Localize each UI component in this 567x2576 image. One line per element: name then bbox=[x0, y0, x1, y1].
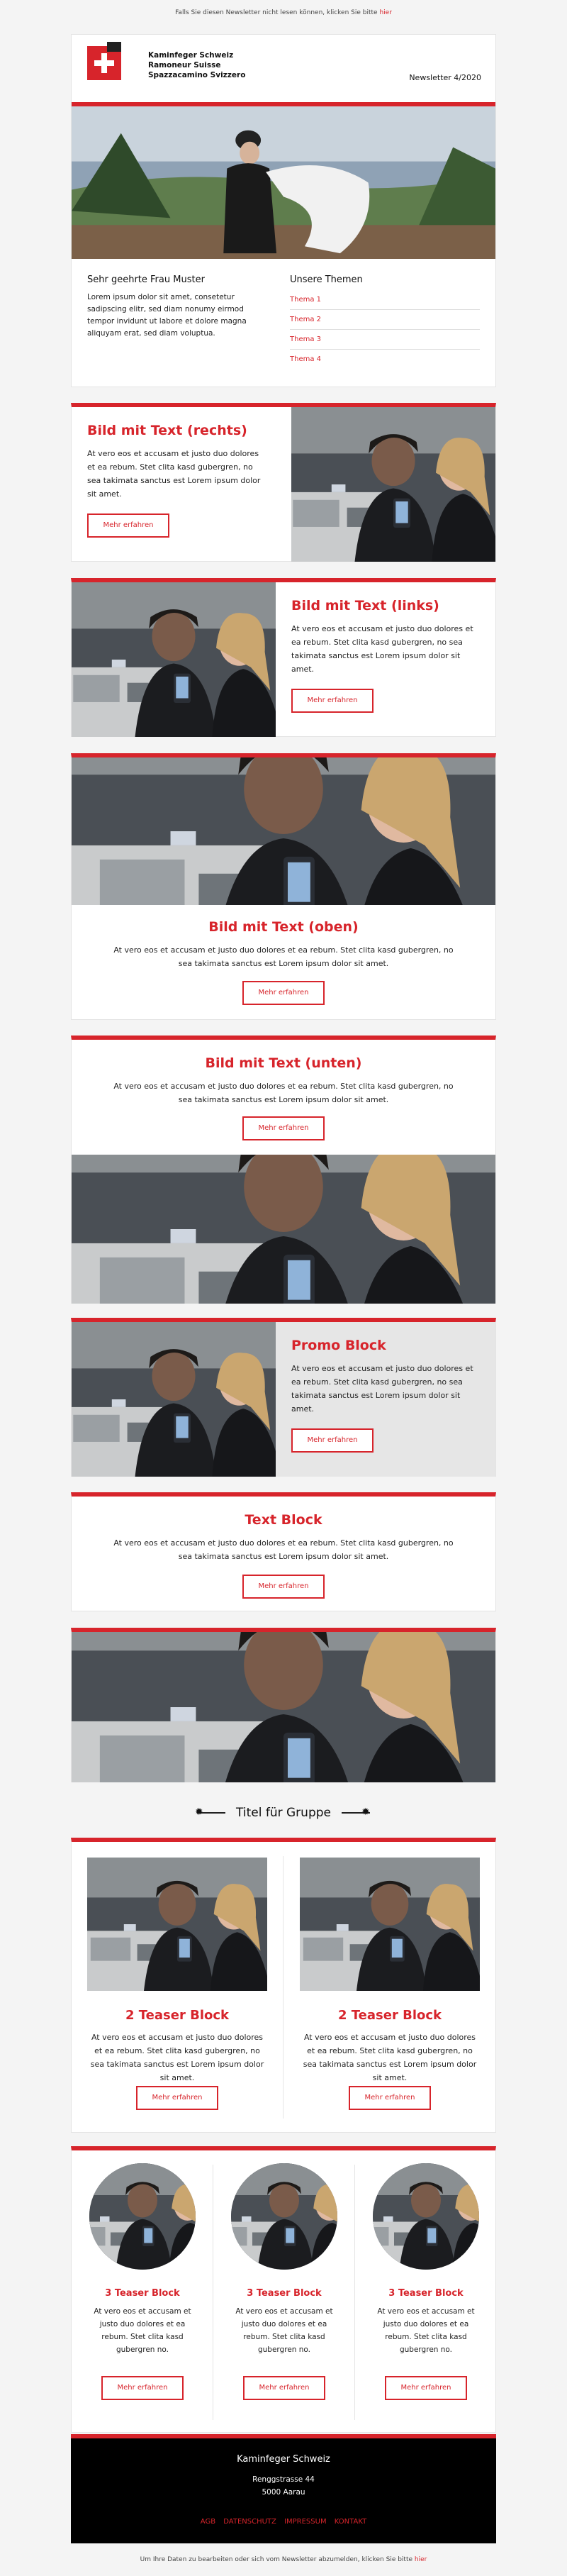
preheader bbox=[0, 9, 567, 16]
block-image bbox=[72, 1322, 276, 1477]
teaser-title: 3 Teaser Block bbox=[388, 2288, 464, 2299]
block-body: At vero eos et accusam et justo duo dolores et ea rebum. Stet clita kasd gubergren, no sea takimata sanctus est Lorem ipsum dolor sit amet. bbox=[291, 1364, 473, 1414]
block-title: Bild mit Text (links) bbox=[291, 598, 439, 614]
intro-greeting: Sehr geehrte Frau Muster bbox=[87, 274, 205, 285]
unsubscribe-link[interactable]: hier bbox=[414, 2556, 427, 2563]
footer-city: 5000 Aarau bbox=[262, 2488, 305, 2497]
block-body: At vero eos et accusam et justo duo dolores et ea rebum. Stet clita kasd gubergren, no sea takimata sanctus est Lorem ipsum dolor sit amet. bbox=[291, 624, 473, 674]
more-button[interactable]: Mehr erfahren bbox=[243, 2376, 325, 2400]
header-card bbox=[71, 34, 496, 387]
block-title: Bild mit Text (oben) bbox=[208, 919, 359, 935]
footer-link-agb[interactable]: AGB bbox=[200, 2518, 216, 2526]
more-button[interactable]: Mehr erfahren bbox=[291, 1428, 374, 1453]
logo-chimney bbox=[107, 42, 121, 52]
block-image-only bbox=[71, 1628, 496, 1782]
more-button[interactable]: Mehr erfahren bbox=[242, 981, 325, 1005]
footer-link-impressum[interactable]: IMPRESSUM bbox=[284, 2518, 327, 2526]
more-button[interactable]: Mehr erfahren bbox=[101, 2376, 184, 2400]
block-image bbox=[72, 1155, 495, 1304]
column-divider bbox=[354, 2165, 355, 2420]
block-image bbox=[72, 582, 276, 737]
more-button[interactable]: Mehr erfahren bbox=[87, 513, 169, 538]
teaser-title: 2 Teaser Block bbox=[125, 2008, 229, 2023]
preheader-link[interactable]: hier bbox=[379, 9, 392, 16]
block-title: Promo Block bbox=[291, 1338, 386, 1353]
teaser-title: 3 Teaser Block bbox=[247, 2288, 322, 2299]
footer-street: Renggstrasse 44 bbox=[252, 2475, 315, 2484]
more-button[interactable]: Mehr erfahren bbox=[242, 1575, 325, 1599]
group-title: Titel für Gruppe bbox=[236, 1806, 331, 1820]
block-promo bbox=[71, 1318, 496, 1477]
teaser-body: At vero eos et accusam et justo duo dolores et ea rebum. Stet clita kasd gubergren no. bbox=[94, 2307, 191, 2354]
logo bbox=[87, 46, 130, 82]
block-image bbox=[72, 757, 495, 905]
more-button[interactable]: Mehr erfahren bbox=[385, 2376, 467, 2400]
topic-link[interactable]: Thema 1 bbox=[290, 290, 480, 310]
issue-label: Newsletter 4/2020 bbox=[409, 73, 481, 82]
teaser-title: 2 Teaser Block bbox=[338, 2008, 442, 2023]
block-image-left bbox=[71, 578, 496, 737]
block-image-right bbox=[71, 403, 496, 562]
block-body: At vero eos et accusam et justo duo dolores et ea rebum. Stet clita kasd gubergren, no sea takimata sanctus est Lorem ipsum dolor sit amet. bbox=[87, 449, 261, 499]
block-title: Text Block bbox=[245, 1512, 322, 1528]
block-body: At vero eos et accusam et justo duo dolores et ea rebum. Stet clita kasd gubergren, no sea takimata sanctus est Lorem ipsum dolor sit amet. bbox=[113, 945, 454, 968]
topics-list bbox=[290, 290, 480, 370]
footer-link-kontakt[interactable]: KONTAKT bbox=[334, 2518, 367, 2526]
topics-title: Unsere Themen bbox=[290, 274, 363, 285]
teaser-body: At vero eos et accusam et justo duo dolores et ea rebum. Stet clita kasd gubergren, no sea takimata sanctus est Lorem ipsum dolor sit amet. bbox=[90, 2033, 264, 2082]
footer bbox=[71, 2434, 496, 2543]
block-body: At vero eos et accusam et justo duo dolores et ea rebum. Stet clita kasd gubergren, no sea takimata sanctus est Lorem ipsum dolor sit amet. bbox=[113, 1082, 454, 1104]
block-image bbox=[72, 1632, 495, 1782]
burst-icon: ✹ bbox=[195, 1806, 203, 1818]
group-header bbox=[71, 1803, 496, 1824]
postfooter-text: Um Ihre Daten zu bearbeiten oder sich vom Newsletter abzumelden, klicken Sie bitte bbox=[140, 2556, 413, 2563]
teaser-image bbox=[231, 2163, 337, 2270]
teaser-image bbox=[300, 1858, 480, 1991]
topic-link[interactable]: Thema 3 bbox=[290, 330, 480, 350]
teaser-body: At vero eos et accusam et justo duo dolores et ea rebum. Stet clita kasd gubergren, no sea takimata sanctus est Lorem ipsum dolor sit amet. bbox=[303, 2033, 477, 2082]
block-image-bottom bbox=[71, 1036, 496, 1304]
column-divider bbox=[283, 1856, 284, 2119]
teaser2-block bbox=[71, 1838, 496, 2133]
topic-link[interactable]: Thema 4 bbox=[290, 355, 322, 363]
footer-name: Kaminfeger Schweiz bbox=[237, 2454, 330, 2465]
footer-links bbox=[71, 2518, 496, 2526]
postfooter bbox=[0, 2556, 567, 2563]
burst-icon: ✹ bbox=[361, 1806, 370, 1818]
block-title: Bild mit Text (rechts) bbox=[87, 423, 247, 438]
block-title: Bild mit Text (unten) bbox=[205, 1055, 362, 1071]
teaser-body: At vero eos et accusam et justo duo dolores et ea rebum. Stet clita kasd gubergren no. bbox=[235, 2307, 333, 2354]
teaser3-block bbox=[71, 2146, 496, 2433]
footer-link-datenschutz[interactable]: DATENSCHUTZ bbox=[223, 2518, 276, 2526]
block-image bbox=[291, 407, 495, 562]
block-body: At vero eos et accusam et justo duo dolores et ea rebum. Stet clita kasd gubergren, no sea takimata sanctus est Lorem ipsum dolor sit amet. bbox=[113, 1538, 454, 1561]
teaser-image bbox=[89, 2163, 196, 2270]
teaser-image bbox=[373, 2163, 479, 2270]
more-button[interactable]: Mehr erfahren bbox=[291, 689, 374, 713]
block-text bbox=[71, 1492, 496, 1611]
hero-image bbox=[72, 106, 495, 259]
teaser-image bbox=[87, 1858, 267, 1991]
more-button[interactable]: Mehr erfahren bbox=[349, 2086, 431, 2110]
more-button[interactable]: Mehr erfahren bbox=[242, 1116, 325, 1140]
teaser-body: At vero eos et accusam et justo duo dolores et ea rebum. Stet clita kasd gubergren no. bbox=[377, 2307, 475, 2354]
brand-name: Kaminfeger Schweiz Ramoneur Suisse Spazzacamino Svizzero bbox=[148, 51, 246, 79]
block-image-top bbox=[71, 753, 496, 1020]
more-button[interactable]: Mehr erfahren bbox=[136, 2086, 218, 2110]
preheader-text: Falls Sie diesen Newsletter nicht lesen können, klicken Sie bitte bbox=[175, 9, 378, 16]
teaser-title: 3 Teaser Block bbox=[105, 2288, 180, 2299]
intro-body: Lorem ipsum dolor sit amet, consetetur sadipscing elitr, sed diam nonumy eirmod tempor invidunt ut labore et dolore magna aliquyam erat, sed diam voluptua. bbox=[87, 293, 247, 338]
topic-link[interactable]: Thema 2 bbox=[290, 310, 480, 330]
